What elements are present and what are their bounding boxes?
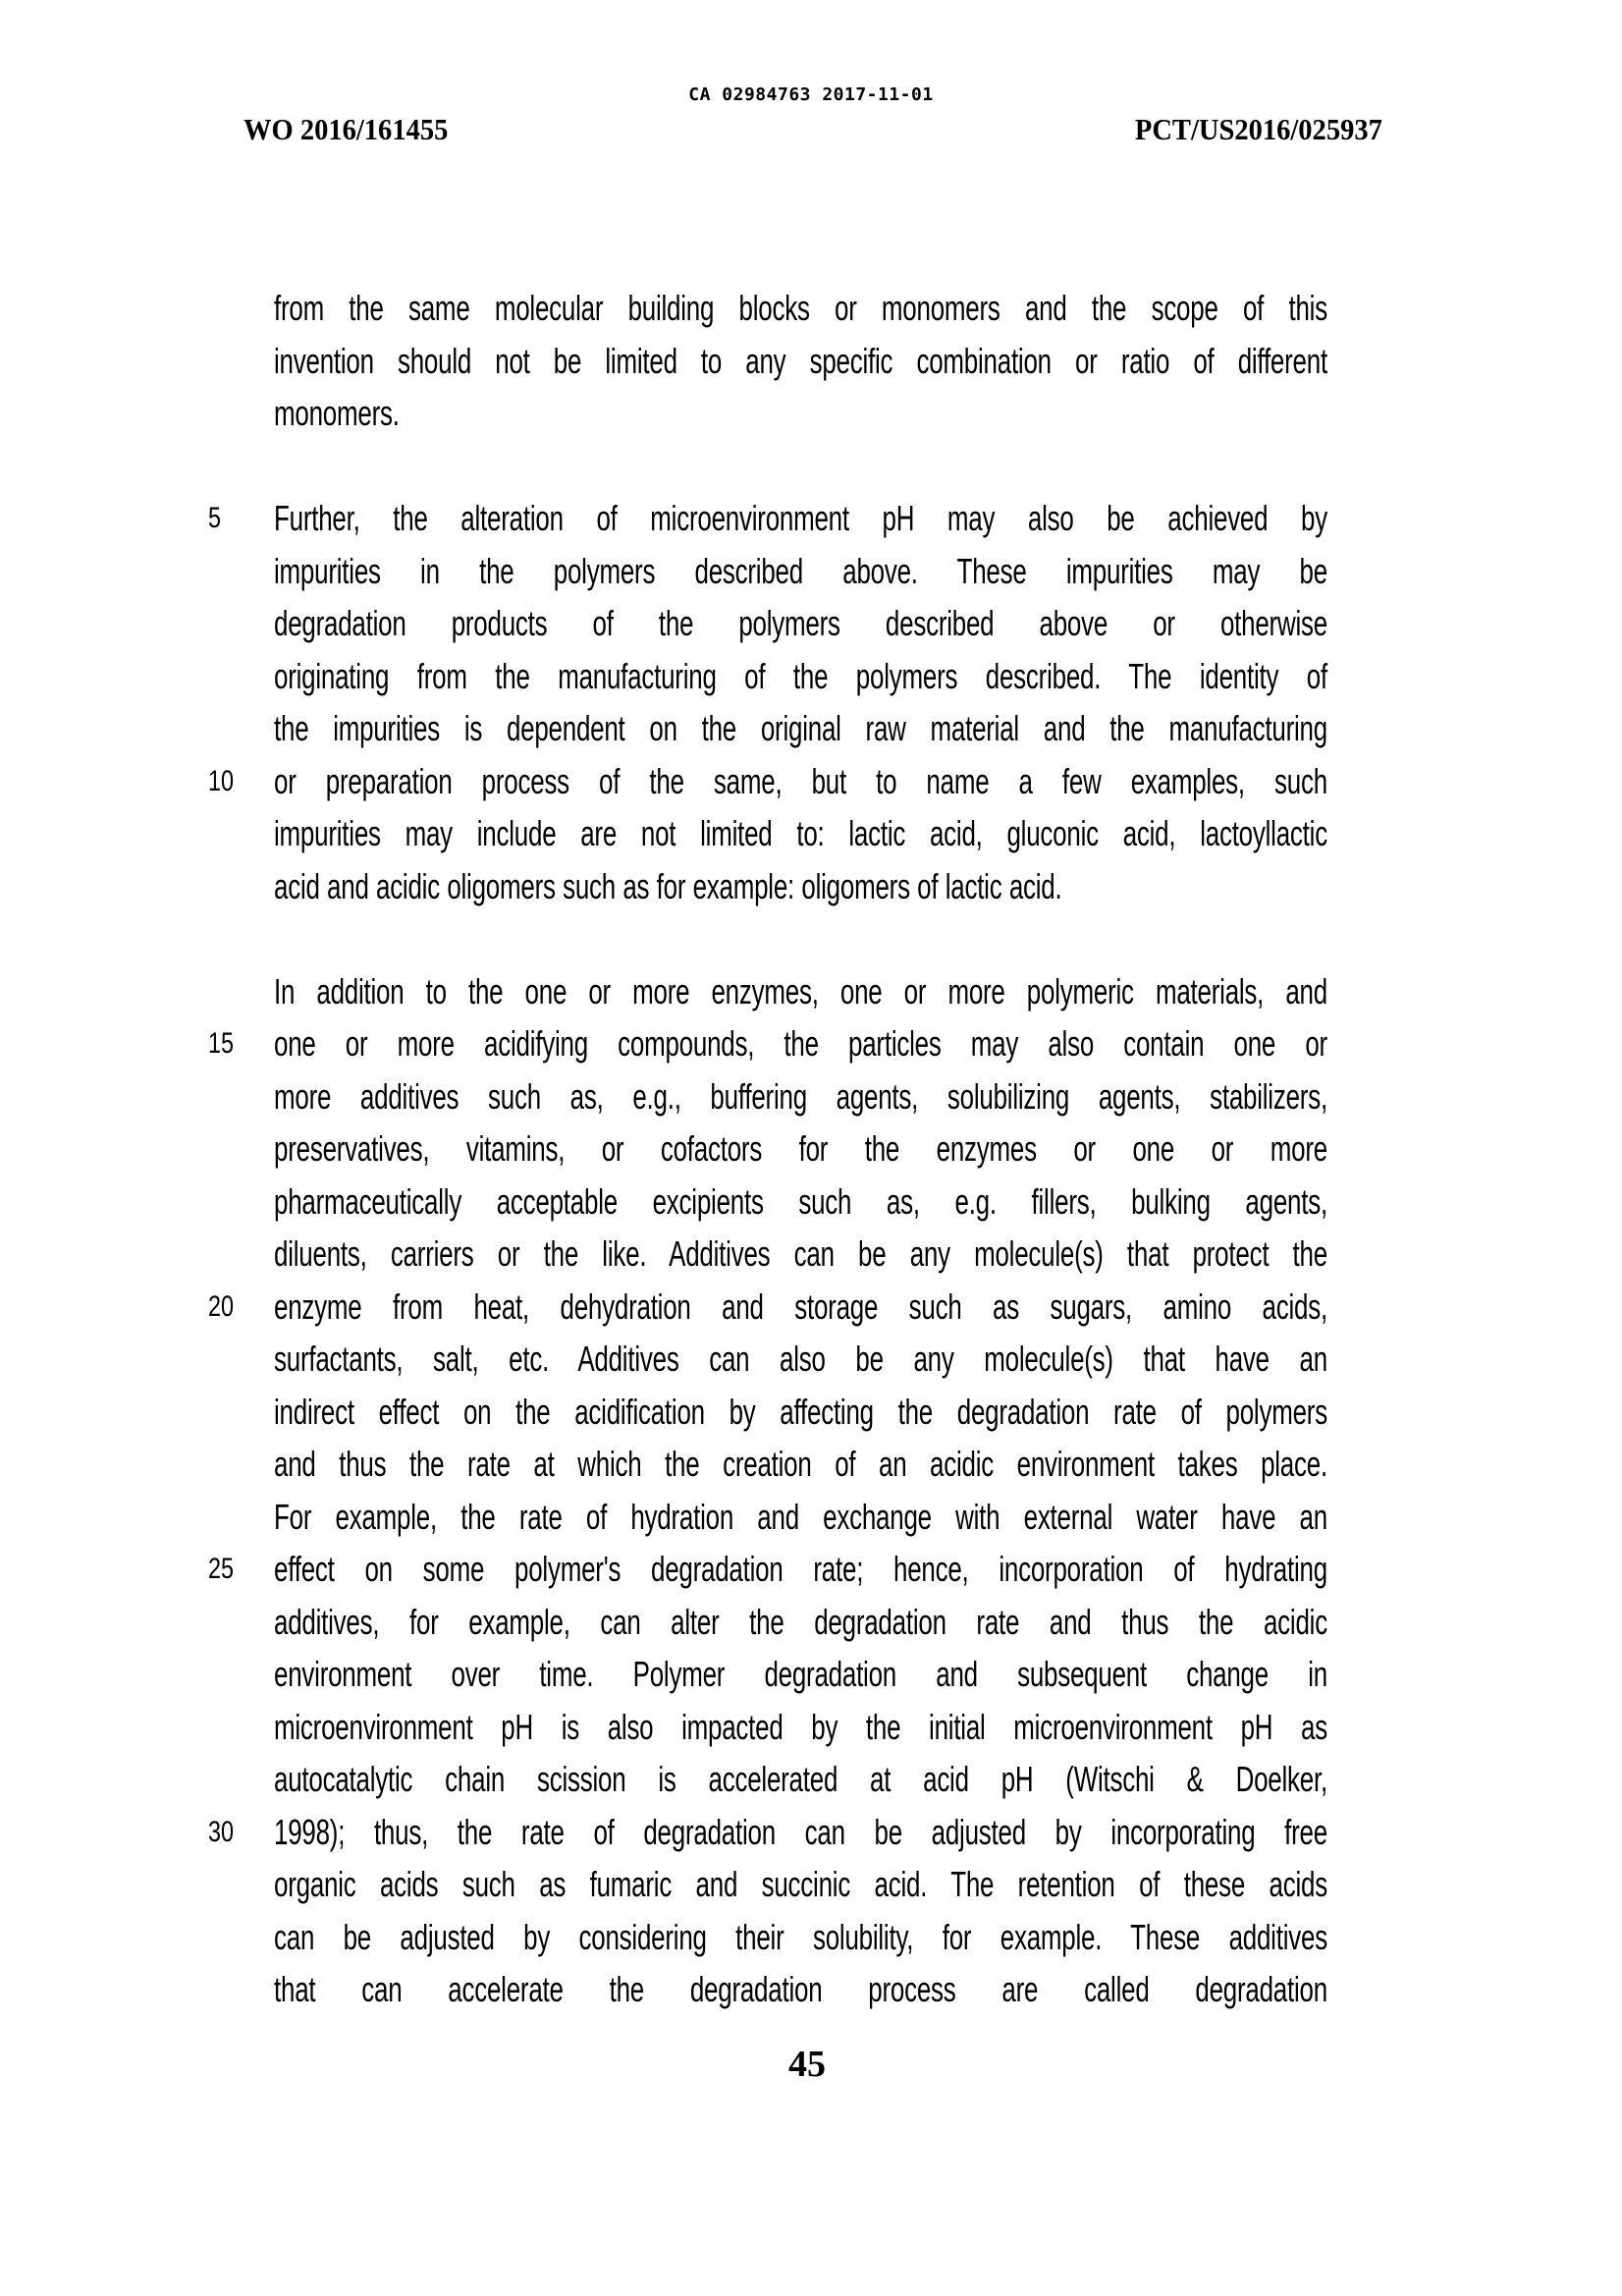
line-number: 10 [208,764,235,797]
text-line [208,650,1327,703]
line-number [208,860,259,913]
line-text: that can accelerate the degradation process are called degradation [274,1969,1327,2009]
text-line [208,1648,1327,1701]
line-text: the impurities is dependent on the original raw material and the manufacturing [274,708,1327,748]
line-number [208,1386,259,1439]
line-number [208,807,259,860]
text-line [208,492,1327,545]
text-line [208,1333,1327,1386]
line-text: acid and acidic oligomers such as for example: oligomers of lactic acid. [274,865,1062,906]
line-number [208,1963,259,2016]
line-text: indirect effect on the acidification by affecting the degradation rate of polymers [274,1391,1327,1432]
line-text: diluents, carriers or the like. Additives can be any molecule(s) that protect the [274,1233,1327,1274]
line-text: or preparation process of the same, but to name a few examples, such [274,760,1327,801]
line-number [208,387,259,440]
text-line [208,387,1327,440]
line-text: from the same molecular building blocks or monomers and the scope of this [274,288,1327,328]
text-line [208,1543,1327,1596]
line-text: preservatives, vitamins, or cofactors for the enzymes or one or more [274,1128,1327,1169]
text-line [208,1701,1327,1754]
text-line [208,545,1327,598]
line-number [208,1701,259,1754]
text-line [208,1911,1327,1964]
line-number [208,545,259,598]
application-number: PCT/US2016/025937 [1135,112,1382,146]
line-text: invention should not be limited to any specific combination or ratio of different [274,340,1327,381]
text-line [208,1017,1327,1070]
canadian-filing-stamp: CA 02984763 2017-11-01 [688,84,934,105]
line-number [208,1491,259,1544]
line-number [208,1175,259,1229]
line-number [208,1648,259,1701]
line-number [208,1333,259,1386]
text-line [208,1491,1327,1544]
paragraph [208,492,1327,912]
line-number [208,965,259,1018]
line-text: enzyme from heat, dehydration and storage such as sugars, amino acids, [274,1285,1327,1327]
line-text: For example, the rate of hydration and exchange with external water have an [274,1496,1327,1537]
line-number [208,597,259,650]
text-line [208,1858,1327,1911]
line-number [208,650,259,703]
line-text: microenvironment pH is also impacted by the initial microenvironment pH as [274,1706,1327,1747]
line-text: effect on some polymer's degradation rate; hence, incorporation of hydrating [274,1549,1327,1589]
line-text: environment over time. Polymer degradation and subsequent change in [274,1654,1327,1694]
text-line [208,965,1327,1018]
line-text: degradation products of the polymers described above or otherwise [274,603,1327,643]
line-number [208,335,259,388]
text-line [208,702,1327,755]
text-line [208,1963,1327,2016]
text-line [208,1175,1327,1229]
text-line [208,1386,1327,1439]
paragraph [208,965,1327,2016]
line-text: and thus the rate at which the creation of an acidic environment takes place. [274,1444,1327,1484]
line-text: organic acids such as fumaric and succinic acid. The retention of these acids [274,1864,1327,1904]
line-number [208,702,259,755]
text-line [208,755,1327,808]
text-line [208,282,1327,335]
text-line [208,1281,1327,1334]
line-text: autocatalytic chain scission is accelerated at acid pH (Witschi & Doelker, [274,1759,1327,1799]
text-line [208,1070,1327,1123]
line-number: 20 [208,1289,235,1323]
line-text: can be adjusted by considering their solubility, for example. These additives [274,1916,1327,1957]
line-number [208,1596,259,1649]
line-number: 25 [208,1553,235,1585]
text-line [208,807,1327,860]
line-text: monomers. [274,393,400,433]
line-text: Further, the alteration of microenvironment pH may also be achieved by [274,498,1327,538]
line-number [208,1070,259,1123]
line-text: impurities in the polymers described above. These impurities may be [274,550,1327,591]
text-line [208,597,1327,650]
line-number [208,1911,259,1964]
line-number [208,1753,259,1806]
line-number: 5 [208,502,222,534]
line-text: more additives such as, e.g., buffering agents, solubilizing agents, stabilizers, [274,1075,1327,1117]
line-text: surfactants, salt, etc. Additives can also be any molecule(s) that have an [274,1339,1327,1379]
line-number: 15 [208,1027,235,1060]
line-number [208,282,259,335]
line-number [208,1122,259,1175]
paragraph [208,282,1327,440]
publication-number: WO 2016/161455 [243,112,449,146]
page-number: 45 [788,2044,826,2085]
line-number [208,1438,259,1491]
line-text: originating from the manufacturing of the polymers described. The identity of [274,655,1327,696]
page-header [243,112,1382,147]
line-text: pharmaceutically acceptable excipients such as, e.g. fillers, bulking agents, [274,1180,1327,1222]
text-line [208,335,1327,388]
line-number: 30 [208,1815,235,1848]
line-text: 1998); thus, the rate of degradation can be adjusted by incorporating free [274,1811,1327,1852]
line-text: additives, for example, can alter the degradation rate and thus the acidic [274,1601,1327,1642]
text-line [208,1753,1327,1806]
line-text: impurities may include are not limited to: lactic acid, gluconic acid, lactoyllactic [274,813,1327,853]
text-line [208,1228,1327,1281]
line-text: one or more acidifying compounds, the particles may also contain one or [274,1023,1327,1064]
text-line [208,1596,1327,1649]
line-number [208,1858,259,1911]
text-line [208,1122,1327,1175]
description-text [208,282,1327,2016]
text-line [208,1438,1327,1491]
text-line [208,860,1327,913]
text-line [208,1806,1327,1859]
line-number [208,1228,259,1281]
line-text: In addition to the one or more enzymes, one or more polymeric materials, and [274,970,1327,1011]
